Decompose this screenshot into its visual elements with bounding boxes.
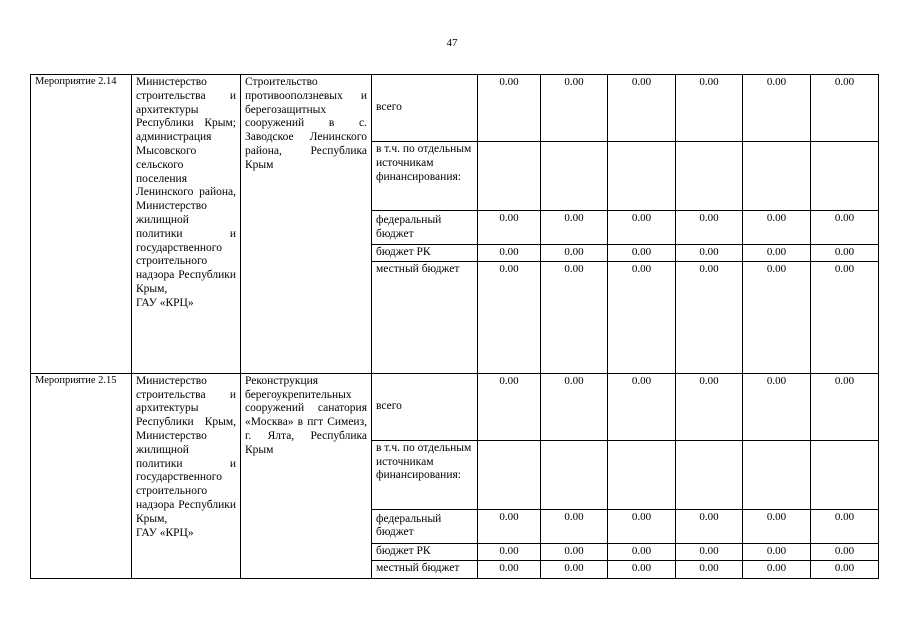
funding-source-cell: бюджет РК <box>372 245 478 262</box>
amount-cell: 0.00 <box>676 245 743 262</box>
amount-cell <box>478 440 541 509</box>
amount-cell: 0.00 <box>811 261 879 373</box>
amount-cell: 0.00 <box>743 245 811 262</box>
amount-cell <box>743 440 811 509</box>
funding-source-cell: местный бюджет <box>372 261 478 373</box>
amount-cell: 0.00 <box>676 373 743 440</box>
amount-cell: 0.00 <box>541 245 608 262</box>
amount-cell <box>676 440 743 509</box>
amount-cell: 0.00 <box>478 75 541 142</box>
amount-cell: 0.00 <box>608 560 676 578</box>
amount-cell: 0.00 <box>608 509 676 543</box>
amount-cell: 0.00 <box>541 211 608 245</box>
amount-cell: 0.00 <box>743 509 811 543</box>
amount-cell: 0.00 <box>541 509 608 543</box>
executor-text: Министерство строительства и архитектуры Республики Крым; администрация Мысовского сельского поселения Ленинского района, Министерство жилищной политики и государственного строительного надзора Республики Крым, <box>136 76 236 295</box>
amount-cell <box>541 440 608 509</box>
amount-cell: 0.00 <box>676 509 743 543</box>
amount-cell: 0.00 <box>541 75 608 142</box>
amount-cell <box>478 142 541 211</box>
funding-source-cell: местный бюджет <box>372 560 478 578</box>
amount-cell: 0.00 <box>743 261 811 373</box>
amount-cell: 0.00 <box>608 543 676 560</box>
amount-cell: 0.00 <box>676 543 743 560</box>
amount-cell: 0.00 <box>811 245 879 262</box>
funding-source-cell: федеральный бюджет <box>372 509 478 543</box>
amount-cell: 0.00 <box>676 261 743 373</box>
amount-cell: 0.00 <box>478 261 541 373</box>
table-row <box>31 75 879 142</box>
amount-cell: 0.00 <box>541 373 608 440</box>
amount-cell: 0.00 <box>608 75 676 142</box>
amount-cell: 0.00 <box>608 211 676 245</box>
amount-cell: 0.00 <box>811 560 879 578</box>
funding-source-cell: федеральный бюджет <box>372 211 478 245</box>
amount-cell: 0.00 <box>676 560 743 578</box>
amount-cell <box>811 440 879 509</box>
amount-cell <box>541 142 608 211</box>
amount-cell <box>743 142 811 211</box>
executor-text: Министерство строительства и архитектуры Республики Крым, Министерство жилищной политики и государственного строительного надзора Республики Крым, <box>136 374 236 525</box>
funding-source-cell: в т.ч. по отдельным источникам финансирования: <box>372 440 478 509</box>
funding-source-cell: бюджет РК <box>372 543 478 560</box>
event-name-cell: Мероприятие 2.14 <box>31 75 132 374</box>
object-cell: Реконструкция берегоукрепительных сооружений санатория «Москва» в пгт Симеиз, г. Ялта, Республика Крым <box>241 373 372 578</box>
object-cell: Строительство противооползневых и берегозащитных сооружений в с. Заводское Ленинского района, Республика Крым <box>241 75 372 374</box>
amount-cell: 0.00 <box>743 543 811 560</box>
amount-cell: 0.00 <box>811 509 879 543</box>
event-name-cell: Мероприятие 2.15 <box>31 373 132 578</box>
funding-table <box>30 74 879 579</box>
page-number: 47 <box>446 37 458 49</box>
amount-cell: 0.00 <box>811 75 879 142</box>
funding-source-cell: всего <box>372 373 478 440</box>
amount-cell: 0.00 <box>811 373 879 440</box>
amount-cell: 0.00 <box>478 245 541 262</box>
amount-cell: 0.00 <box>811 211 879 245</box>
amount-cell: 0.00 <box>743 75 811 142</box>
funding-source-cell: всего <box>372 75 478 142</box>
amount-cell: 0.00 <box>478 373 541 440</box>
amount-cell: 0.00 <box>478 211 541 245</box>
amount-cell: 0.00 <box>541 261 608 373</box>
amount-cell: 0.00 <box>676 75 743 142</box>
amount-cell <box>608 440 676 509</box>
amount-cell <box>676 142 743 211</box>
executor-text: ГАУ «КРЦ» <box>136 526 194 539</box>
amount-cell: 0.00 <box>478 509 541 543</box>
funding-source-cell: в т.ч. по отдельным источникам финансирования: <box>372 142 478 211</box>
amount-cell: 0.00 <box>743 560 811 578</box>
table-body <box>31 75 879 579</box>
amount-cell: 0.00 <box>478 543 541 560</box>
amount-cell: 0.00 <box>676 211 743 245</box>
amount-cell: 0.00 <box>608 245 676 262</box>
amount-cell: 0.00 <box>541 543 608 560</box>
amount-cell: 0.00 <box>608 373 676 440</box>
executor-cell <box>132 75 241 374</box>
amount-cell: 0.00 <box>541 560 608 578</box>
executor-cell <box>132 373 241 578</box>
amount-cell <box>811 142 879 211</box>
amount-cell: 0.00 <box>811 543 879 560</box>
executor-text: ГАУ «КРЦ» <box>136 296 194 309</box>
table-row <box>31 373 879 440</box>
amount-cell <box>608 142 676 211</box>
amount-cell: 0.00 <box>743 373 811 440</box>
amount-cell: 0.00 <box>478 560 541 578</box>
amount-cell: 0.00 <box>743 211 811 245</box>
amount-cell: 0.00 <box>608 261 676 373</box>
